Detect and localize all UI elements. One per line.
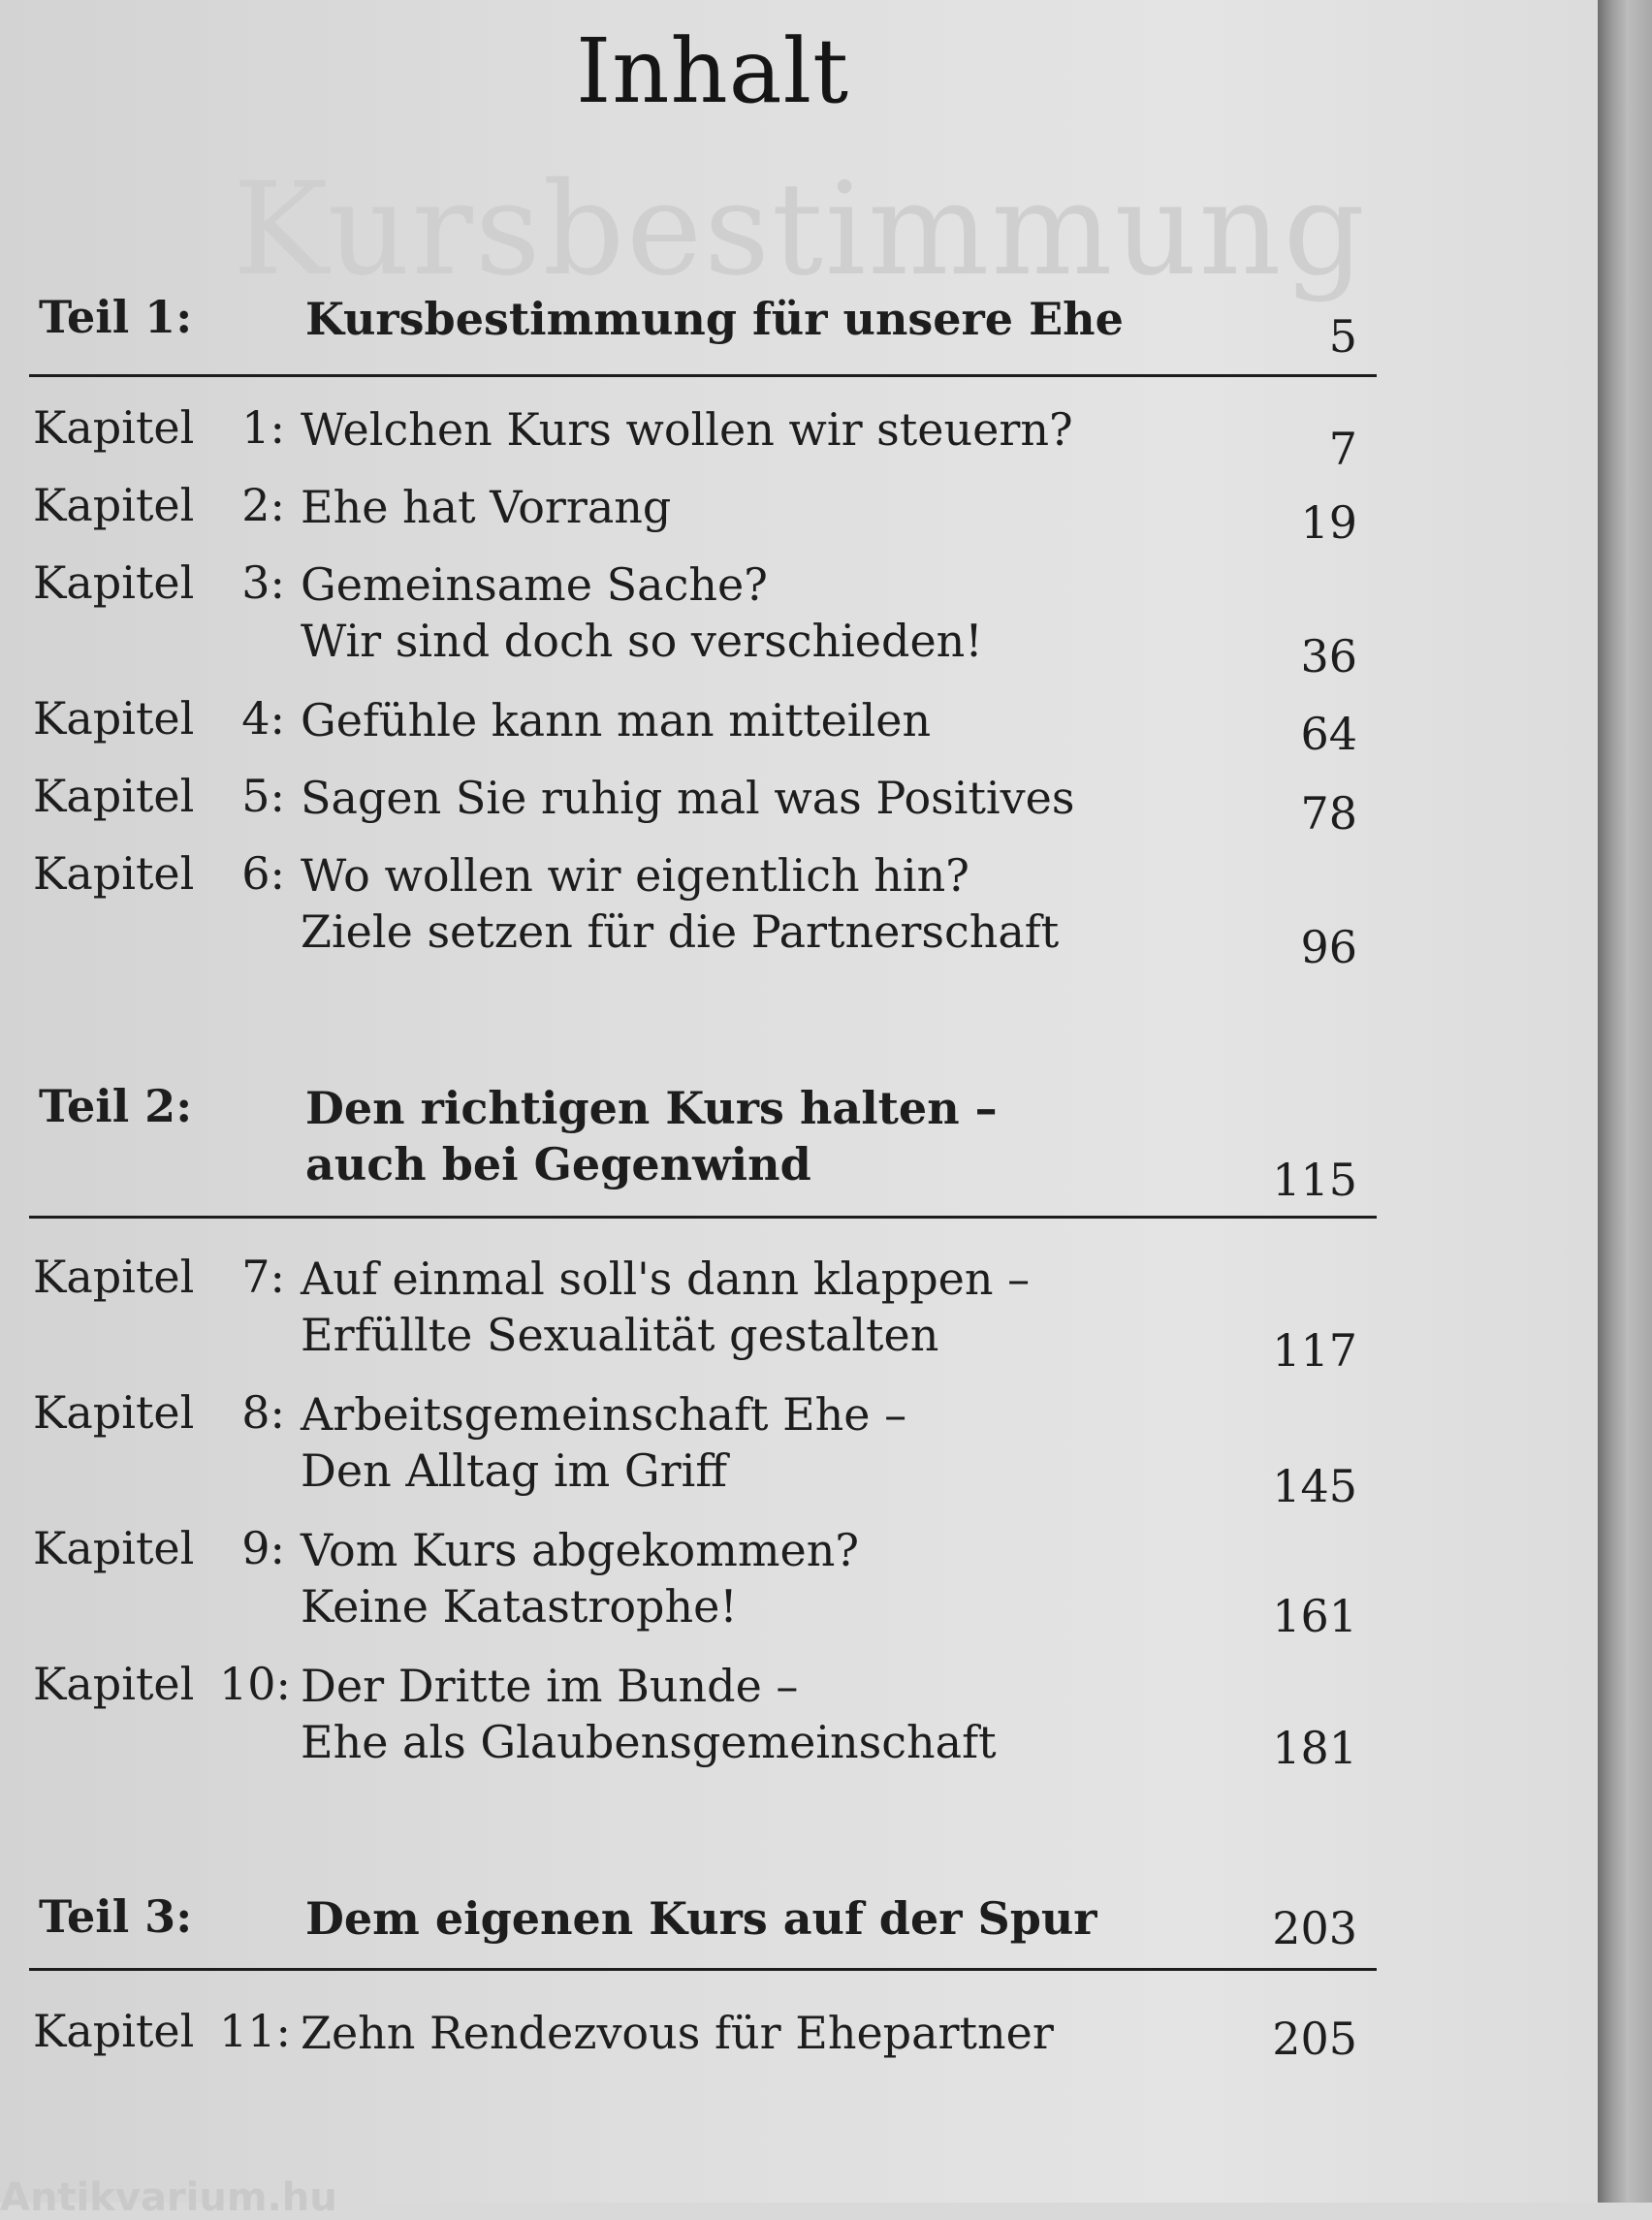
chapter-page: 64 [1300, 708, 1357, 760]
toc-entry-11 [29, 2005, 1377, 2067]
chapter-label: Kapitel [33, 692, 195, 745]
chapter-title: Sagen Sie ruhig mal was Positives [301, 772, 1075, 824]
chapter-number: 10: [219, 1658, 292, 1710]
toc-entry-2 [29, 479, 1377, 549]
chapter-label: Kapitel [33, 770, 195, 822]
chapter-title: Wo wollen wir eigentlich hin? [301, 849, 969, 902]
part-page: 115 [1272, 1154, 1357, 1206]
part-label: Teil 2: [39, 1080, 193, 1132]
toc-entry-5 [29, 770, 1377, 840]
chapter-title-line-2: Wir sind doch so verschieden! [301, 615, 983, 667]
chapter-page: 161 [1272, 1590, 1357, 1642]
chapter-number: 4: [241, 692, 285, 745]
chapter-label: Kapitel [33, 847, 195, 900]
chapter-number: 8: [241, 1386, 285, 1439]
part-divider-3 [29, 1968, 1377, 1971]
chapter-page: 205 [1272, 2013, 1357, 2065]
toc-entry-9 [29, 1522, 1377, 1642]
chapter-page: 181 [1272, 1722, 1357, 1774]
chapter-label: Kapitel [33, 1658, 195, 1710]
book-spine-edge [1598, 0, 1652, 2203]
toc-entry-8 [29, 1386, 1377, 1512]
chapter-label: Kapitel [33, 2005, 195, 2057]
watermark-text: Antikvarium.hu [0, 2175, 337, 2220]
part-heading-2 [29, 1080, 1377, 1206]
chapter-title: Auf einmal soll's dann klappen – [301, 1253, 1031, 1305]
chapter-page: 19 [1300, 496, 1357, 549]
chapter-page: 145 [1272, 1460, 1357, 1512]
chapter-number: 7: [241, 1251, 285, 1303]
chapter-title-line-2: Ziele setzen für die Partnerschaft [301, 905, 1060, 958]
part-page: 5 [1328, 310, 1357, 363]
part-heading-3 [29, 1890, 1377, 1958]
toc-entry-1 [29, 401, 1377, 475]
chapter-page: 7 [1328, 423, 1357, 475]
chapter-title: Der Dritte im Bunde – [301, 1660, 799, 1712]
faded-background-word: Kursbestimmung [233, 155, 1368, 304]
part-divider-1 [29, 374, 1377, 377]
chapter-page: 117 [1272, 1324, 1357, 1377]
part-title-line-2: auch bei Gegenwind [305, 1138, 811, 1190]
chapter-number: 9: [241, 1522, 285, 1574]
chapter-title-line-2: Keine Katastrophe! [301, 1580, 738, 1633]
toc-entry-7 [29, 1251, 1377, 1377]
part-title: Kursbestimmung für unsere Ehe [305, 293, 1124, 345]
chapter-title-line-2: Erfüllte Sexualität gestalten [301, 1309, 939, 1361]
chapter-title: Zehn Rendezvous für Ehepartner [301, 2007, 1054, 2059]
chapter-number: 5: [241, 770, 285, 822]
part-label: Teil 3: [39, 1890, 193, 1943]
chapter-label: Kapitel [33, 479, 195, 531]
chapter-page: 36 [1300, 630, 1357, 682]
part-page: 203 [1272, 1902, 1357, 1954]
chapter-label: Kapitel [33, 556, 195, 609]
chapter-title: Gefühle kann man mitteilen [301, 694, 932, 746]
chapter-page: 78 [1300, 787, 1357, 840]
toc-entry-10 [29, 1658, 1377, 1774]
chapter-title: Gemeinsame Sache? [301, 558, 768, 611]
chapter-label: Kapitel [33, 401, 195, 454]
part-title: Den richtigen Kurs halten – [305, 1082, 998, 1134]
chapter-number: 3: [241, 556, 285, 609]
chapter-title: Vom Kurs abgekommen? [301, 1524, 859, 1576]
chapter-label: Kapitel [33, 1251, 195, 1303]
chapter-number: 6: [241, 847, 285, 900]
toc-entry-4 [29, 692, 1377, 760]
toc-entry-6 [29, 847, 1377, 973]
part-divider-2 [29, 1216, 1377, 1219]
chapter-number: 2: [241, 479, 285, 531]
chapter-title: Ehe hat Vorrang [301, 481, 672, 533]
chapter-label: Kapitel [33, 1386, 195, 1439]
chapter-title: Arbeitsgemeinschaft Ehe – [301, 1388, 907, 1441]
chapter-title-line-2: Ehe als Glaubensgemeinschaft [301, 1716, 997, 1768]
chapter-number: 11: [219, 2005, 292, 2057]
chapter-title: Welchen Kurs wollen wir steuern? [301, 403, 1073, 456]
part-title: Dem eigenen Kurs auf der Spur [305, 1892, 1097, 1945]
chapter-number: 1: [241, 401, 285, 454]
part-label: Teil 1: [39, 291, 193, 343]
chapter-label: Kapitel [33, 1522, 195, 1574]
chapter-title-line-2: Den Alltag im Griff [301, 1444, 728, 1497]
toc-entry-3 [29, 556, 1377, 682]
part-heading-1 [29, 291, 1377, 363]
page-title: Inhalt [575, 19, 850, 123]
chapter-page: 96 [1300, 921, 1357, 973]
